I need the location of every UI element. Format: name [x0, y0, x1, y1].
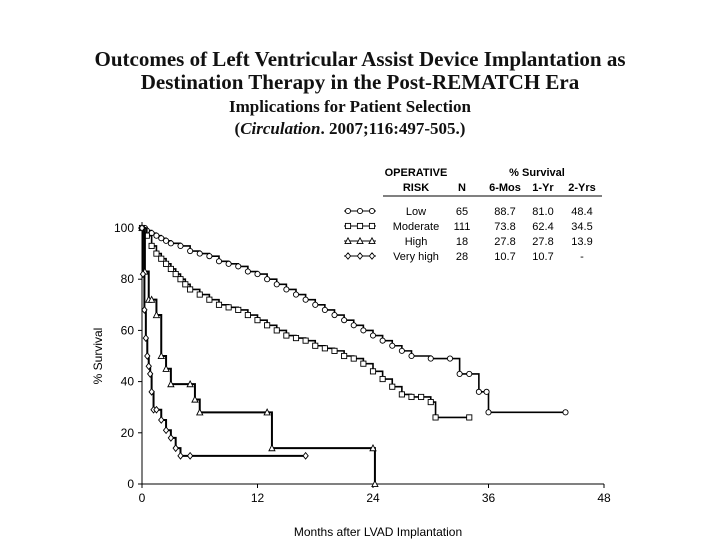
legend-1yr-very-high: 10.7 — [532, 251, 554, 263]
data-point-moderate — [255, 318, 260, 323]
series-very-high — [139, 225, 308, 459]
legend-header-survival: % Survival — [509, 167, 565, 179]
legend-row-high — [344, 236, 593, 248]
legend-n-high: 18 — [455, 236, 469, 248]
data-point-moderate — [293, 335, 298, 340]
data-point-low — [265, 277, 270, 282]
data-point-low — [428, 356, 433, 361]
data-point-low — [303, 297, 308, 302]
data-point-low — [197, 251, 202, 256]
legend-marker-moderate — [345, 223, 350, 228]
data-point-low — [236, 264, 241, 269]
x-tick-label: 36 — [481, 491, 496, 505]
data-point-moderate — [168, 266, 173, 271]
data-point-moderate — [419, 394, 424, 399]
data-point-very-high — [163, 427, 168, 433]
data-point-moderate — [380, 376, 385, 381]
citation-details: . 2007;116:497-505.) — [320, 119, 466, 138]
legend-n-low: 65 — [455, 206, 469, 218]
legend-risk-moderate: Moderate — [392, 221, 440, 233]
data-point-moderate — [154, 251, 159, 256]
legend-2yrs-very-high: - — [580, 251, 584, 263]
data-point-low — [399, 348, 404, 353]
data-point-moderate — [216, 302, 221, 307]
legend-header-operative: OPERATIVE — [384, 167, 448, 179]
legend-row-very-high — [344, 251, 584, 263]
data-point-low — [370, 333, 375, 338]
legend-marker-very-high — [357, 253, 362, 259]
legend-6mos-high: 27.8 — [494, 236, 516, 248]
data-point-low — [476, 389, 481, 394]
citation-journal: Circulation — [240, 119, 321, 138]
legend-marker-moderate — [357, 223, 362, 228]
data-point-low — [293, 292, 298, 297]
legend-marker-moderate — [369, 223, 374, 228]
data-point-moderate — [351, 356, 356, 361]
survival-curves — [139, 225, 568, 487]
data-point-moderate — [361, 361, 366, 366]
data-point-moderate — [236, 307, 241, 312]
data-point-low — [154, 233, 159, 238]
data-point-low — [563, 410, 568, 415]
legend-2yrs-low: 48.4 — [571, 206, 593, 218]
legend-header-2yrs: 2-Yrs — [568, 182, 596, 194]
legend-row-moderate — [344, 221, 593, 233]
data-point-very-high — [188, 453, 193, 459]
data-point-very-high — [303, 453, 308, 459]
x-tick-label: 12 — [250, 491, 265, 505]
data-point-moderate — [265, 323, 270, 328]
data-point-low — [486, 410, 491, 415]
data-point-low — [163, 238, 168, 243]
legend-row-low — [344, 206, 593, 218]
legend-6mos-very-high: 10.7 — [494, 251, 516, 263]
data-point-low — [159, 236, 164, 241]
legend-n-very-high: 28 — [455, 251, 469, 263]
legend-header-6mos: 6-Mos — [489, 182, 521, 194]
legend-risk-very-high: Very high — [393, 251, 439, 263]
data-point-moderate — [274, 328, 279, 333]
legend-marker-very-high — [345, 253, 350, 259]
data-point-moderate — [390, 384, 395, 389]
data-point-low — [484, 389, 489, 394]
legend-6mos-low: 88.7 — [494, 206, 516, 218]
legend-risk-low: Low — [405, 206, 427, 218]
chart-title-line-2: Destination Therapy in the Post-REMATCH Era — [140, 70, 580, 94]
data-point-moderate — [149, 243, 154, 248]
data-point-moderate — [433, 415, 438, 420]
data-point-moderate — [322, 346, 327, 351]
x-axis-label: Months after LVAD Implantation — [293, 525, 463, 539]
data-point-moderate — [428, 399, 433, 404]
legend-1yr-moderate: 62.4 — [532, 221, 554, 233]
data-point-moderate — [313, 343, 318, 348]
data-point-low — [216, 259, 221, 264]
y-tick-label: 100 — [113, 221, 134, 235]
chart-title-line-1: Outcomes of Left Ventricular Assist Device Implantation as — [94, 47, 626, 71]
data-point-low — [467, 371, 472, 376]
data-point-low — [226, 261, 231, 266]
data-point-moderate — [467, 415, 472, 420]
chart-subtitle: Implications for Patient Selection — [229, 97, 471, 116]
y-tick-label: 20 — [120, 425, 134, 440]
data-point-low — [390, 343, 395, 348]
data-point-low — [447, 356, 452, 361]
data-point-moderate — [178, 277, 183, 282]
data-point-low — [284, 287, 289, 292]
legend-header-1yr: 1-Yr — [532, 182, 554, 194]
data-point-low — [351, 323, 356, 328]
data-point-low — [361, 328, 366, 333]
legend-marker-low — [357, 208, 362, 213]
legend-table — [344, 167, 602, 263]
data-point-moderate — [159, 256, 164, 261]
x-tick-label: 0 — [138, 491, 146, 505]
legend-marker-very-high — [369, 253, 374, 259]
data-point-moderate — [284, 333, 289, 338]
data-point-low — [332, 312, 337, 317]
legend-header-risk: RISK — [402, 182, 430, 194]
data-point-moderate — [332, 348, 337, 353]
data-point-low — [178, 243, 183, 248]
data-point-moderate — [226, 305, 231, 310]
data-point-low — [168, 241, 173, 246]
data-point-moderate — [163, 261, 168, 266]
data-point-low — [342, 318, 347, 323]
data-point-moderate — [409, 394, 414, 399]
legend-1yr-low: 81.0 — [532, 206, 554, 218]
data-point-low — [380, 338, 385, 343]
data-point-low — [207, 254, 212, 259]
data-point-very-high — [178, 453, 183, 459]
data-point-moderate — [245, 312, 250, 317]
x-tick-label: 24 — [366, 491, 380, 505]
y-axis-label: % Survival — [91, 327, 105, 385]
data-point-low — [188, 248, 193, 253]
legend-1yr-high: 27.8 — [532, 236, 554, 248]
data-point-moderate — [173, 271, 178, 276]
data-point-moderate — [188, 287, 193, 292]
data-point-low — [457, 371, 462, 376]
data-point-low — [313, 302, 318, 307]
data-point-moderate — [183, 282, 188, 287]
data-point-very-high — [168, 435, 173, 441]
x-tick-label: 48 — [597, 491, 611, 505]
y-tick-label: 80 — [120, 272, 134, 287]
y-tick-label: 40 — [120, 374, 134, 389]
data-point-moderate — [303, 338, 308, 343]
legend-2yrs-moderate: 34.5 — [571, 221, 593, 233]
legend-2yrs-high: 13.9 — [571, 236, 593, 248]
y-tick-label: 60 — [120, 323, 134, 338]
y-tick-label: 0 — [127, 477, 134, 491]
data-point-moderate — [207, 297, 212, 302]
data-point-low — [322, 307, 327, 312]
data-point-very-high — [159, 417, 164, 423]
data-point-low — [255, 271, 260, 276]
legend-risk-high: High — [404, 236, 428, 248]
data-point-moderate — [197, 292, 202, 297]
legend-n-moderate: 111 — [453, 221, 471, 233]
survival-line-high — [142, 228, 375, 484]
data-point-low — [274, 282, 279, 287]
data-point-moderate — [399, 392, 404, 397]
data-point-low — [245, 269, 250, 274]
legend-marker-low — [369, 208, 374, 213]
citation-open: ( — [234, 119, 241, 138]
legend-6mos-moderate: 73.8 — [494, 221, 516, 233]
data-point-very-high — [173, 445, 178, 451]
legend-header-n: N — [458, 182, 466, 194]
data-point-low — [409, 353, 414, 358]
data-point-moderate — [370, 369, 375, 374]
data-point-moderate — [342, 353, 347, 358]
legend-marker-low — [345, 208, 350, 213]
